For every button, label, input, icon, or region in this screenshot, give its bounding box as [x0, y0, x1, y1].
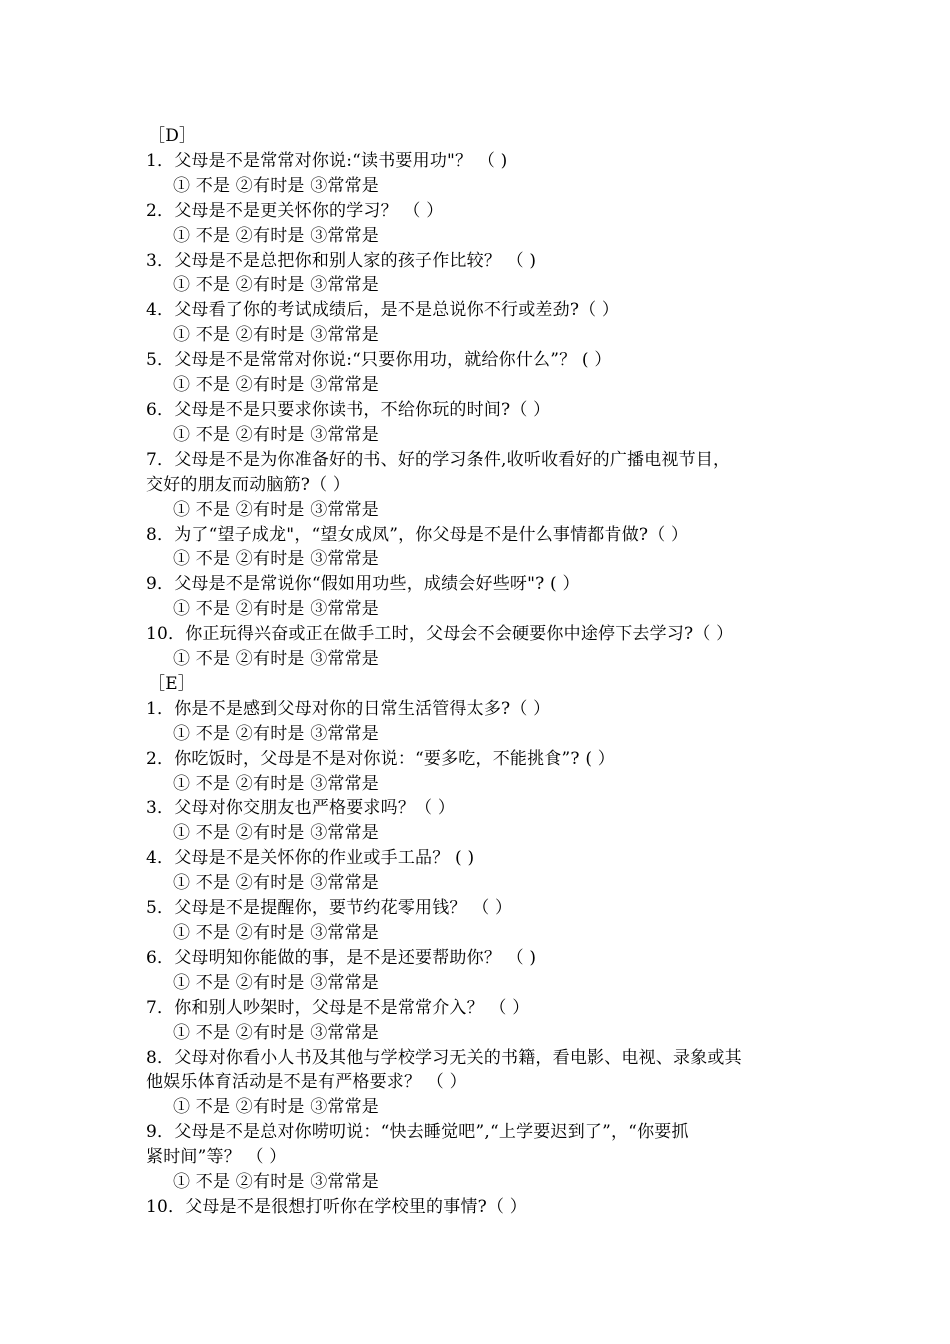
question-text: 10．父母是不是很想打听你在学校里的事情?（ ） — [146, 1196, 527, 1217]
answer-options: ① 不是 ②有时是 ③常常是 — [173, 1097, 380, 1118]
answer-options: ① 不是 ②有时是 ③常常是 — [173, 375, 380, 396]
question-text: 8．父母对你看小人书及其他与学校学习无关的书籍，看电影、电视、录象或其 他娱乐体育活动是不是有严格要求？ （ ） — [146, 1047, 742, 1093]
answer-options: ① 不是 ②有时是 ③常常是 — [173, 225, 380, 246]
answer-options: ① 不是 ②有时是 ③常常是 — [173, 599, 380, 620]
section-heading: ［E］ — [148, 673, 196, 694]
answer-options: ① 不是 ②有时是 ③常常是 — [173, 873, 380, 894]
answer-options: ① 不是 ②有时是 ③常常是 — [173, 549, 380, 570]
answer-options: ① 不是 ②有时是 ③常常是 — [173, 275, 380, 296]
question-text: 4．父母看了你的考试成绩后，是不是总说你不行或差劲?（ ） — [146, 300, 620, 321]
questionnaire-page — [146, 124, 826, 1220]
question-text: 6．父母是不是只要求你读书，不给你玩的时间?（ ） — [146, 399, 551, 420]
question-text: 7．你和别人吵架时，父母是不是常常介入？ （ ） — [146, 997, 530, 1018]
answer-options: ① 不是 ②有时是 ③常常是 — [173, 823, 380, 844]
answer-options: ① 不是 ②有时是 ③常常是 — [173, 424, 380, 445]
question-text: 5．父母是不是提醒你，要节约花零用钱？ （ ） — [146, 898, 513, 919]
question-text: 6．父母明知你能做的事，是不是还要帮助你？ （ ) — [146, 947, 537, 968]
section-d — [146, 124, 826, 672]
question-text: 2．父母是不是更关怀你的学习？ （ ） — [146, 200, 444, 221]
question-text: 5．父母是不是常常对你说:“只要你用功，就给你什么”？ ( ） — [146, 350, 612, 371]
answer-options: ① 不是 ②有时是 ③常常是 — [173, 773, 380, 794]
question-text: 9．父母是不是总对你唠叨说：“快去睡觉吧”,“上学要迟到了”，“你要抓 紧时间”等？ （ ） — [146, 1122, 689, 1168]
answer-options: ① 不是 ②有时是 ③常常是 — [173, 723, 380, 744]
answer-options: ① 不是 ②有时是 ③常常是 — [173, 649, 380, 670]
question-text: 2．你吃饭时，父母是不是对你说：“要多吃，不能挑食”? ( ） — [146, 748, 615, 769]
question-text: 3．父母是不是总把你和别人家的孩子作比较？ （ ) — [146, 250, 537, 271]
question-text: 1．父母是不是常常对你说:“读书要用功"？ （ ) — [146, 150, 508, 171]
question-text: 9．父母是不是常说你“假如用功些，成绩会好些呀"? ( ） — [146, 574, 580, 595]
section-heading: ［D］ — [148, 126, 197, 146]
answer-options: ① 不是 ②有时是 ③常常是 — [173, 175, 380, 196]
question-text: 3．父母对你交朋友也严格要求吗？（ ） — [146, 798, 456, 819]
section-e — [146, 672, 826, 1220]
answer-options: ① 不是 ②有时是 ③常常是 — [173, 1172, 380, 1193]
answer-options: ① 不是 ②有时是 ③常常是 — [173, 499, 380, 520]
question-text: 4．父母是不是关怀你的作业或手工品？ ( ) — [146, 848, 475, 869]
answer-options: ① 不是 ②有时是 ③常常是 — [173, 325, 380, 346]
question-text: 7．父母是不是为你准备好的书、好的学习条件,收听收看好的广播电视节目， 交好的朋友而动脑筋?（ ） — [146, 449, 731, 495]
question-text: 8．为了“望子成龙"，“望女成凤”，你父母是不是什么事情都肯做?（ ） — [146, 524, 689, 545]
answer-options: ① 不是 ②有时是 ③常常是 — [173, 1022, 380, 1043]
question-text: 10．你正玩得兴奋或正在做手工时，父母会不会硬要你中途停下去学习?（ ） — [146, 624, 734, 645]
answer-options: ① 不是 ②有时是 ③常常是 — [173, 923, 380, 943]
answer-options: ① 不是 ②有时是 ③常常是 — [173, 972, 380, 993]
question-text: 1．你是不是感到父母对你的日常生活管得太多?（ ） — [146, 698, 551, 719]
